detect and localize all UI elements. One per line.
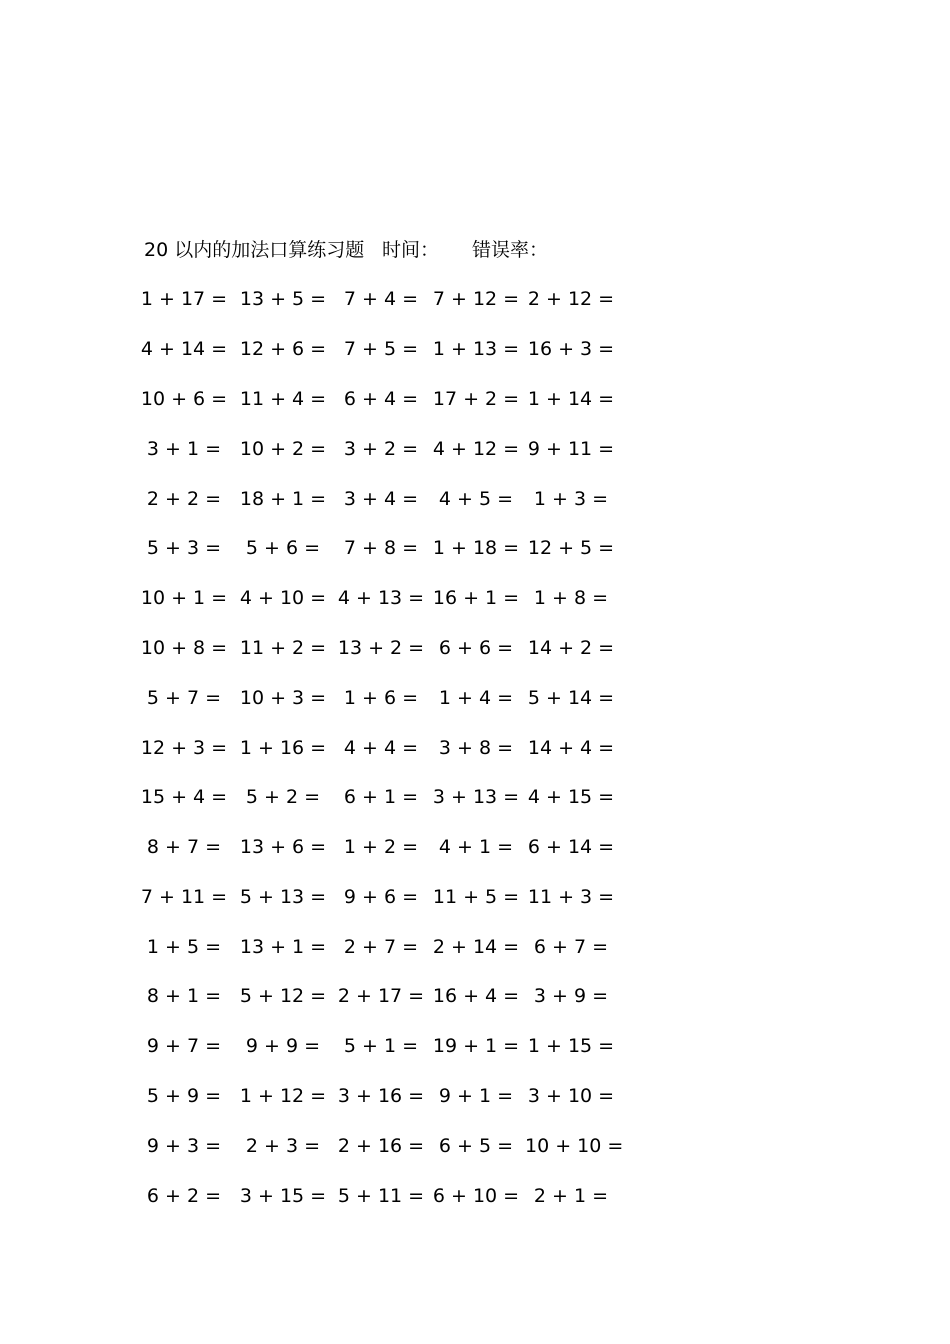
problem: 7 + 8 = — [343, 537, 419, 559]
problem: 7 + 11 = — [140, 886, 228, 908]
problem: 6 + 10 = — [432, 1185, 520, 1207]
problem: 13 + 1 = — [239, 936, 327, 958]
problem: 4 + 15 = — [527, 786, 615, 808]
problem-row — [0, 782, 950, 812]
problem: 2 + 16 = — [337, 1135, 425, 1157]
problem: 1 + 6 = — [343, 687, 419, 709]
problem: 10 + 1 = — [140, 587, 228, 609]
problem: 1 + 15 = — [527, 1035, 615, 1057]
problem: 4 + 1 = — [438, 836, 514, 858]
problem: 3 + 15 = — [239, 1185, 327, 1207]
problem: 4 + 12 = — [432, 438, 520, 460]
problem: 10 + 6 = — [140, 388, 228, 410]
problem: 3 + 4 = — [343, 488, 419, 510]
problem: 4 + 10 = — [239, 587, 327, 609]
problem-row — [0, 683, 950, 713]
problem: 13 + 2 = — [337, 637, 425, 659]
problem: 9 + 1 = — [438, 1085, 514, 1107]
problem: 10 + 2 = — [239, 438, 327, 460]
problem: 1 + 13 = — [432, 338, 520, 360]
problem: 9 + 9 = — [245, 1035, 321, 1057]
problem: 3 + 10 = — [527, 1085, 615, 1107]
problem: 6 + 1 = — [343, 786, 419, 808]
problem: 16 + 3 = — [527, 338, 615, 360]
problem-row — [0, 533, 950, 563]
problem-row — [0, 334, 950, 364]
problem: 4 + 13 = — [337, 587, 425, 609]
problem: 5 + 6 = — [245, 537, 321, 559]
problem-row — [0, 1081, 950, 1111]
problem: 6 + 7 = — [533, 936, 609, 958]
problem: 4 + 5 = — [438, 488, 514, 510]
problem: 16 + 1 = — [432, 587, 520, 609]
problem: 17 + 2 = — [432, 388, 520, 410]
problem: 7 + 12 = — [432, 288, 520, 310]
problem: 9 + 7 = — [146, 1035, 222, 1057]
problem: 13 + 6 = — [239, 836, 327, 858]
problem: 12 + 3 = — [140, 737, 228, 759]
problem: 3 + 8 = — [438, 737, 514, 759]
problem: 10 + 8 = — [140, 637, 228, 659]
problem: 6 + 14 = — [527, 836, 615, 858]
problem-row — [0, 981, 950, 1011]
problem: 18 + 1 = — [239, 488, 327, 510]
problem: 3 + 16 = — [337, 1085, 425, 1107]
problem: 2 + 12 = — [527, 288, 615, 310]
problem: 11 + 4 = — [239, 388, 327, 410]
problem: 16 + 4 = — [432, 985, 520, 1007]
problem: 3 + 9 = — [533, 985, 609, 1007]
problem: 3 + 2 = — [343, 438, 419, 460]
problem-row — [0, 633, 950, 663]
problem: 9 + 11 = — [527, 438, 615, 460]
problem: 3 + 1 = — [146, 438, 222, 460]
problem: 8 + 1 = — [146, 985, 222, 1007]
problem: 2 + 3 = — [245, 1135, 321, 1157]
problem: 5 + 9 = — [146, 1085, 222, 1107]
problem: 1 + 16 = — [239, 737, 327, 759]
problem: 5 + 3 = — [146, 537, 222, 559]
problem: 9 + 6 = — [343, 886, 419, 908]
problem: 12 + 5 = — [527, 537, 615, 559]
problem: 14 + 4 = — [527, 737, 615, 759]
problem: 1 + 8 = — [533, 587, 609, 609]
problem-row — [0, 932, 950, 962]
problem: 15 + 4 = — [140, 786, 228, 808]
problem: 2 + 14 = — [432, 936, 520, 958]
problem: 11 + 3 = — [527, 886, 615, 908]
problem: 1 + 14 = — [527, 388, 615, 410]
problem: 6 + 4 = — [343, 388, 419, 410]
problem: 8 + 7 = — [146, 836, 222, 858]
problem-row — [0, 484, 950, 514]
problem: 4 + 4 = — [343, 737, 419, 759]
problem-row — [0, 1031, 950, 1061]
problem-row — [0, 1181, 950, 1211]
problem: 1 + 5 = — [146, 936, 222, 958]
problem: 14 + 2 = — [527, 637, 615, 659]
problem: 13 + 5 = — [239, 288, 327, 310]
problem: 7 + 4 = — [343, 288, 419, 310]
problem: 5 + 13 = — [239, 886, 327, 908]
problem: 9 + 3 = — [146, 1135, 222, 1157]
problem: 2 + 17 = — [337, 985, 425, 1007]
problem: 12 + 6 = — [239, 338, 327, 360]
problem: 6 + 5 = — [438, 1135, 514, 1157]
problem: 5 + 11 = — [337, 1185, 425, 1207]
problem: 11 + 5 = — [432, 886, 520, 908]
problem: 1 + 18 = — [432, 537, 520, 559]
problem-row — [0, 384, 950, 414]
problem: 1 + 17 = — [140, 288, 228, 310]
error-rate-label: 错误率： — [472, 239, 549, 261]
problem: 10 + 10 = — [525, 1135, 624, 1157]
problem: 5 + 14 = — [527, 687, 615, 709]
problem-row — [0, 1131, 950, 1161]
problem-row — [0, 832, 950, 862]
problem: 5 + 2 = — [245, 786, 321, 808]
problem-row — [0, 733, 950, 763]
problem: 6 + 6 = — [438, 637, 514, 659]
problem: 2 + 7 = — [343, 936, 419, 958]
problem: 2 + 1 = — [533, 1185, 609, 1207]
problem: 5 + 1 = — [343, 1035, 419, 1057]
problem: 4 + 14 = — [140, 338, 228, 360]
problem: 1 + 2 = — [343, 836, 419, 858]
problem-row — [0, 434, 950, 464]
problem: 1 + 12 = — [239, 1085, 327, 1107]
problem: 19 + 1 = — [432, 1035, 520, 1057]
problem-row — [0, 284, 950, 314]
worksheet-title: 20 以内的加法口算练习题 — [144, 239, 365, 261]
problem: 1 + 3 = — [533, 488, 609, 510]
problem: 7 + 5 = — [343, 338, 419, 360]
problem: 3 + 13 = — [432, 786, 520, 808]
problem: 11 + 2 = — [239, 637, 327, 659]
problem: 6 + 2 = — [146, 1185, 222, 1207]
time-label: 时间： — [382, 239, 440, 261]
problem-row — [0, 583, 950, 613]
problem: 5 + 12 = — [239, 985, 327, 1007]
problem: 1 + 4 = — [438, 687, 514, 709]
problem: 2 + 2 = — [146, 488, 222, 510]
problem: 5 + 7 = — [146, 687, 222, 709]
problem: 10 + 3 = — [239, 687, 327, 709]
problem-row — [0, 882, 950, 912]
